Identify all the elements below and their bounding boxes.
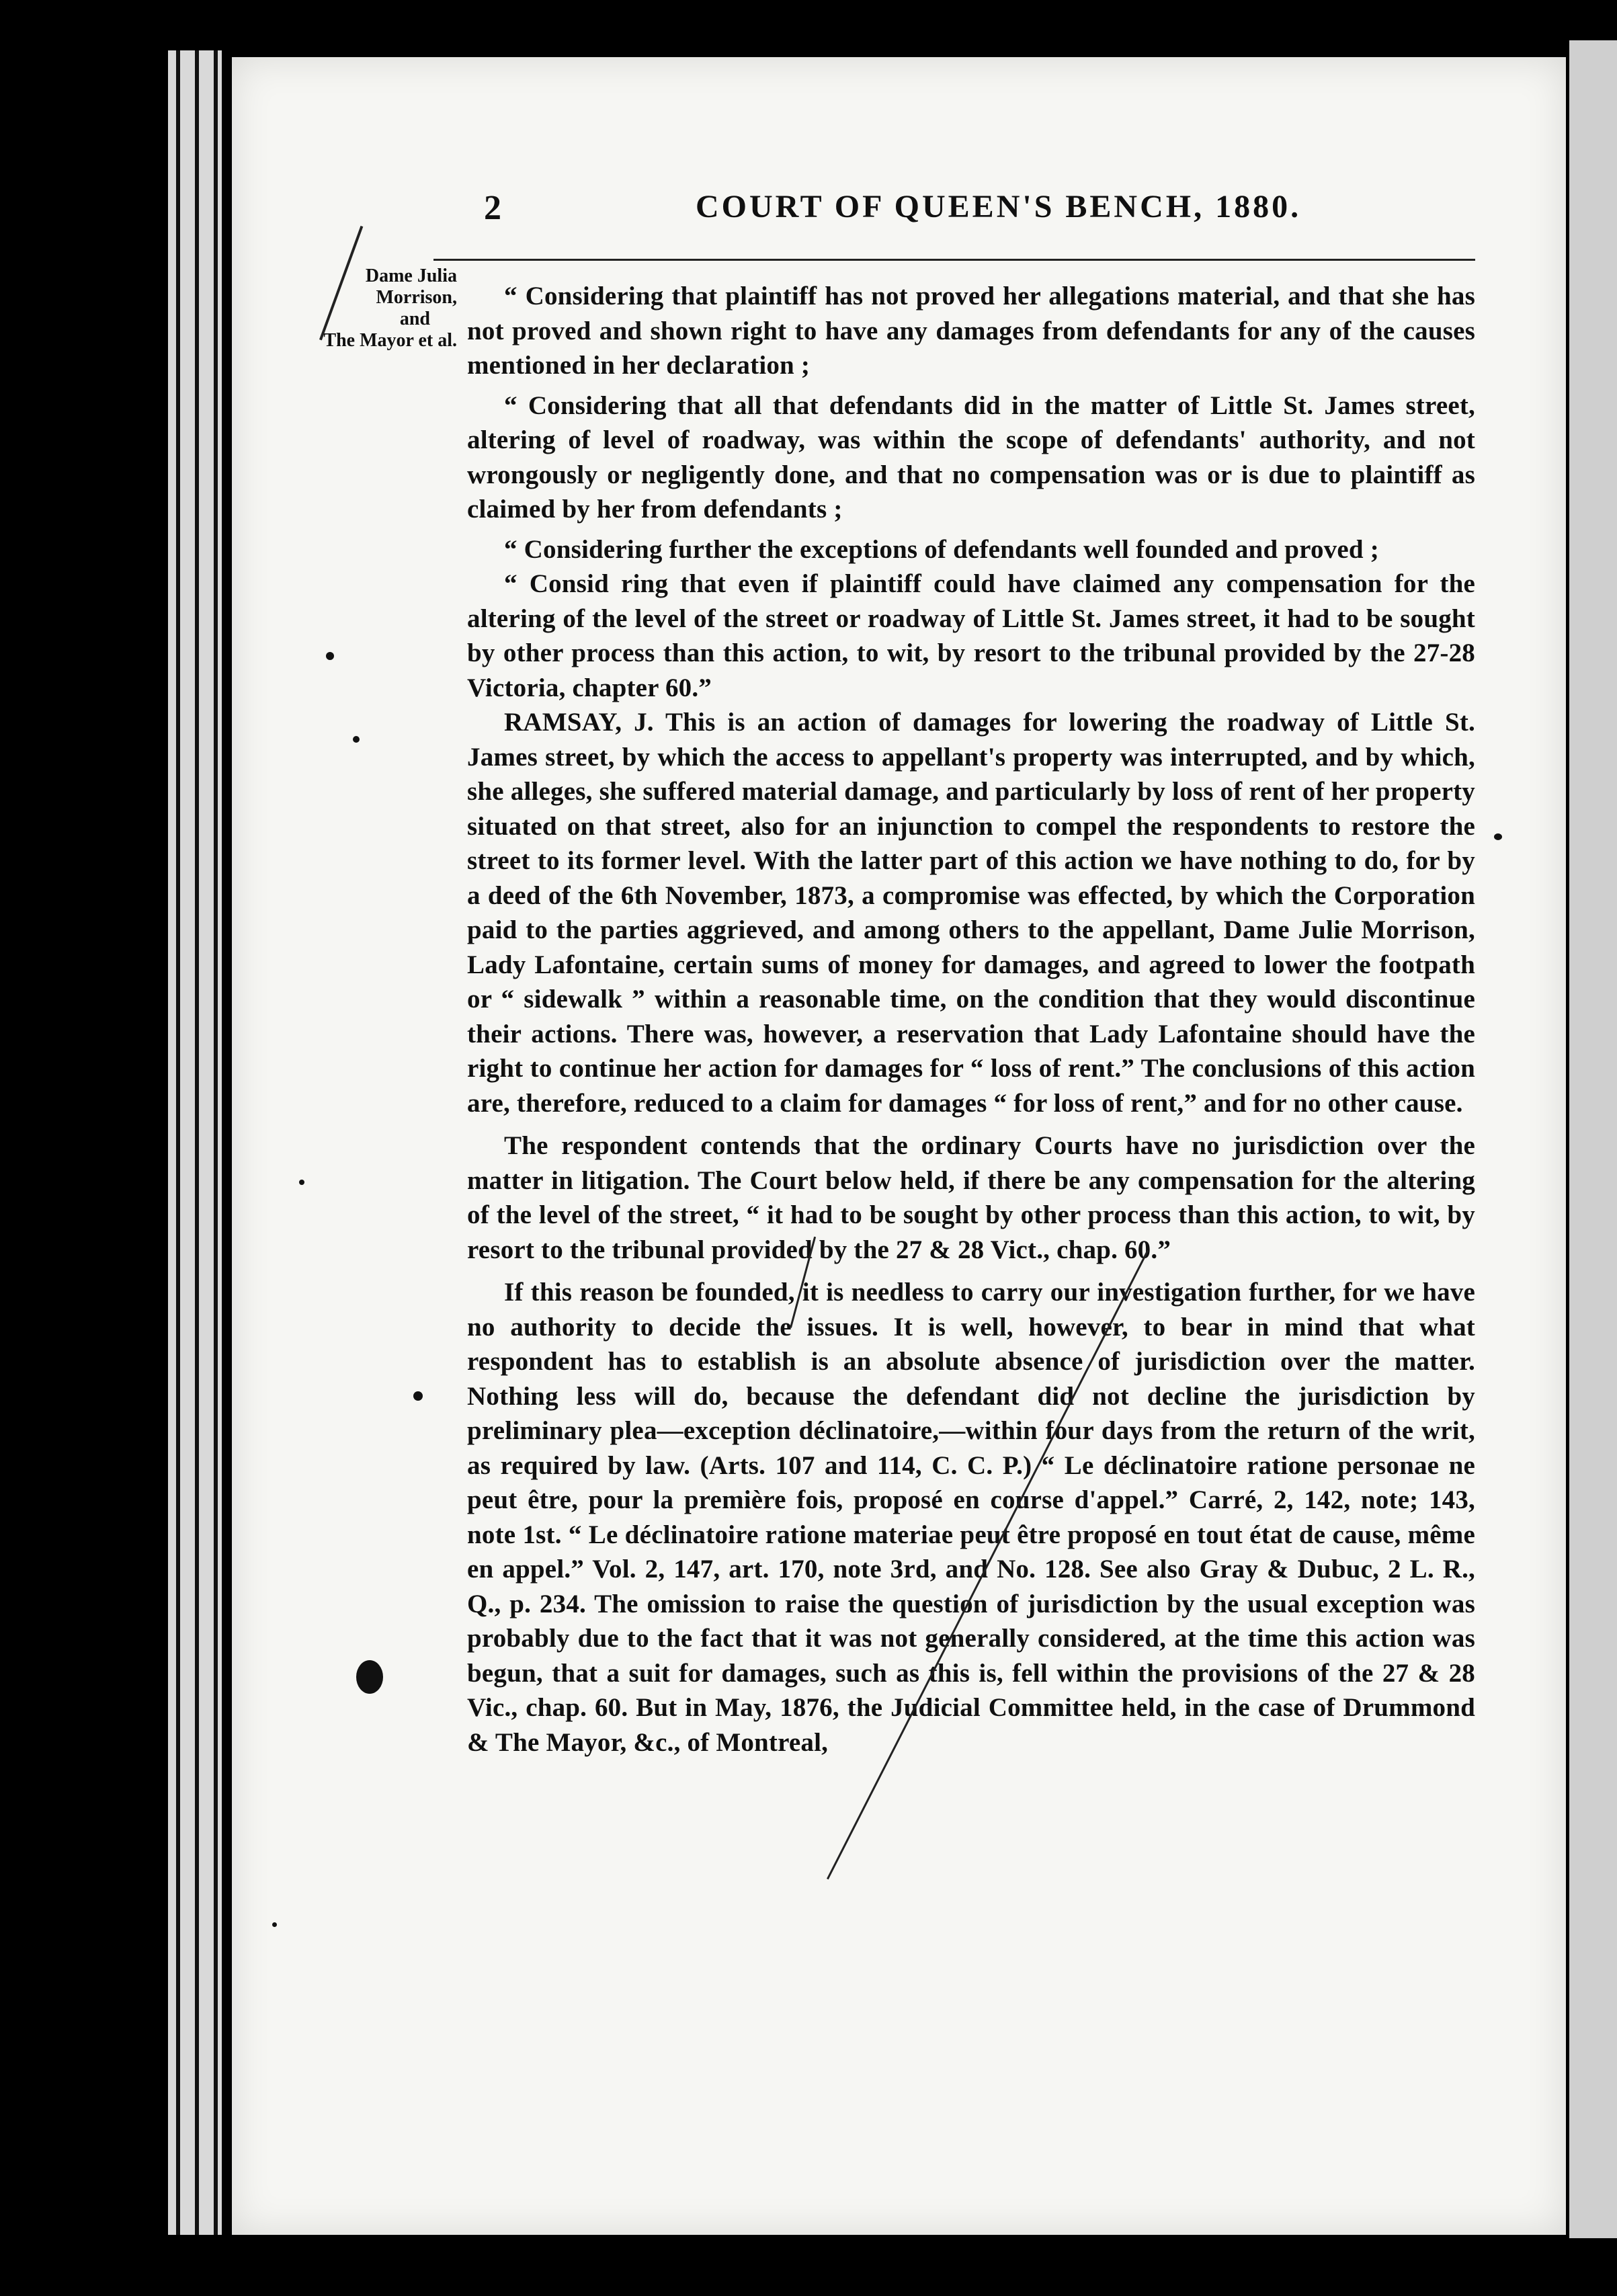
ink-speck xyxy=(353,736,360,743)
running-head: COURT OF QUEEN'S BENCH, 1880. xyxy=(696,189,1302,224)
page-number: 2 xyxy=(484,189,501,227)
margin-caption-line: Dame Julia xyxy=(365,265,457,286)
ink-speck xyxy=(326,652,334,660)
adjacent-page-edge xyxy=(1569,40,1617,2238)
margin-caption-line: Morrison, xyxy=(376,287,457,308)
paragraph-considering-2: “ Considering that all that defendants did in the matter of Little St. James street, altering of level of roadway, was within the scope of defendants' authority, and not wrongously or negligently done, and that no compensation was or is due to plaintiff as claimed by her from defendants ; xyxy=(467,391,1475,524)
binding-line xyxy=(214,50,218,2235)
ink-speck xyxy=(413,1391,423,1401)
document-page xyxy=(232,57,1566,2235)
header-rule xyxy=(433,259,1475,261)
paragraph-considering-1: “ Considering that plaintiff has not proved her allegations material, and that she has not proved and shown right to have any damages from defendants for any of the causes mentioned in her declaration ; xyxy=(467,282,1475,380)
page-header xyxy=(232,188,1566,242)
body-text xyxy=(467,279,1475,1760)
margin-caption-line: and xyxy=(399,309,430,329)
book-gutter xyxy=(168,50,222,2235)
binding-line xyxy=(176,50,180,2235)
paragraph-respondent-contends: The respondent contends that the ordinary Courts have no jurisdiction over the matter in litigation. The Court below held, if there be any compensation for the altering of the level of the street, “ it had to be sought by other process than this action, to wit, by resort to the tribunal provided by the 27 & 28 Vict., chap. 60.” xyxy=(467,1131,1475,1264)
paragraph-considering-3: “ Considering further the exceptions of defendants well founded and proved ; xyxy=(504,534,1379,564)
ink-speck xyxy=(1494,833,1502,840)
binding-line xyxy=(195,50,199,2235)
ink-speck xyxy=(272,1922,277,1927)
ink-blot xyxy=(356,1660,383,1694)
paragraph-considering-4: “ Consid ring that even if plaintiff could have claimed any compensation for the altering of the level of the street or roadway of Little St. James street, it had to be sought by other process than this action, to wit, by resort to the tribunal provided by the 27-28 Victoria, chapter 60.” xyxy=(467,569,1475,702)
paragraph-ramsay-opinion: RAMSAY, J. This is an action of damages for lowering the roadway of Little St. James street, by which the access to appellant's property was interrupted, and by which, she alleges, she suffered material damage, and particularly by loss of rent of her property situated on that street, also for an injunction to compel the respondents to restore the street to its former level. With the latter part of this action we have nothing to do, for by a deed of the 6th November, 1873, a compromise was effected, by which the Corporation paid to the parties aggrieved, and among others to the appellant, Dame Julie Morrison, Lady Lafontaine, certain sums of money for damages, and agreed to lower the footpath or “ sidewalk ” within a reasonable time, on the condition that they would discontinue their actions. There was, however, a reservation that Lady Lafontaine should have the right to continue her action for damages for “ loss of rent.” The conclusions of this action are, therefore, reduced to a claim for damages “ for loss of rent,” and for no other cause. xyxy=(467,708,1475,1118)
ink-speck xyxy=(299,1180,304,1185)
paragraph-jurisdiction: If this reason be founded, it is needless to carry our investigation further, for we have no authority to decide the issues. It is well, however, to bear in mind that what respondent has to establish is an absolute absence of jurisdiction over the matter. Nothing less will do, because the defendant did not decline the jurisdiction by preliminary plea—exception déclinatoire,—within four days from the return of the writ, as required by law. (Arts. 107 and 114, C. C. P.) “ Le déclinatoire ratione personae ne peut être, pour la première fois, proposé en course d'appel.” Carré, 2, 142, note; 143, note 1st. “ Le déclinatoire ratione materiae peut être proposé en tout état de cause, même en appel.” Vol. 2, 147, art. 170, note 3rd, and No. 128. See also Gray & Dubuc, 2 L. R., Q., p. 234. The omission to raise the question of jurisdiction by the usual exception was probably due to the fact that it was not generally considered, at the time this action was begun, that a suit for damages, such as this is, fell within the provisions of the 27 & 28 Vic., chap. 60. But in May, 1876, the Judicial Committee held, in the case of Drummond & The Mayor, &c., of Montreal, xyxy=(467,1278,1475,1757)
margin-caption-line: The Mayor et al. xyxy=(323,330,457,351)
